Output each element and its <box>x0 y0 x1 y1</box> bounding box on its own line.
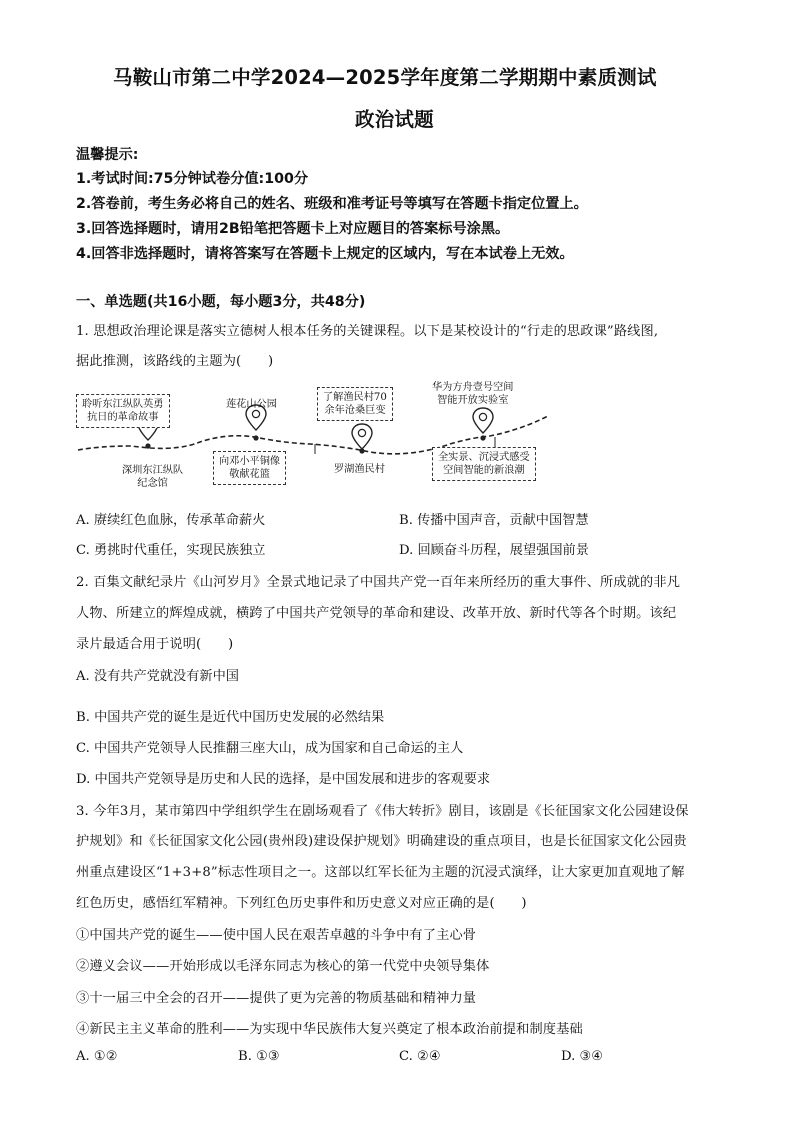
route-map-figure <box>70 378 550 496</box>
q2-option-b[interactable]: B. 中国共产党的诞生是近代中国历史发展的必然结果 <box>76 710 385 725</box>
route-box-1 <box>76 394 170 428</box>
section-heading: 一、单选题(共16小题，每小题3分，共48分) <box>76 294 366 310</box>
notice-item-1: 1.考试时间:75分钟试卷分值:100分 <box>76 171 309 187</box>
route-box-2-line-1: 向邓小平铜像 <box>219 456 281 467</box>
q2-option-c[interactable]: C. 中国共产党领导人民推翻三座大山，成为国家和自己命运的主人 <box>76 741 464 756</box>
stop-4-label-line-1: 华为方舟壹号空间 <box>432 382 514 393</box>
location-pin-icon <box>352 424 372 449</box>
q3-option-b[interactable]: B. ①③ <box>238 1049 280 1064</box>
q3-stem-line-2: 护规划》和《长征国家文化公园(贵州段)建设保护规划》明确建设的重点项目，也是长征国家文化公园贵 <box>76 834 687 849</box>
q3-item-1: ①中国共产党的诞生——使中国人民在艰苦卓越的斗争中有了主心骨 <box>76 928 477 943</box>
route-box-4-line-2: 空间智能的新浪潮 <box>443 465 525 476</box>
q3-item-2: ②遵义会议——开始形成以毛泽东同志为核心的第一代党中央领导集体 <box>76 959 490 974</box>
q2-stem-line-2: 人物、所建立的辉煌成就，横跨了中国共产党领导的革命和建设、改革开放、新时代等各个时期。该纪 <box>76 606 677 621</box>
route-box-3-line-2: 余年沧桑巨变 <box>324 405 386 416</box>
q3-option-a[interactable]: A. ①② <box>76 1049 118 1064</box>
route-box-4 <box>432 447 536 481</box>
stop-4-label-line-2: 智能开放实验室 <box>437 395 509 406</box>
route-box-2 <box>213 451 286 485</box>
q1-stem-line-2: 据此推测，该路线的主题为( ) <box>76 354 274 369</box>
stop-4-label <box>432 381 514 407</box>
route-stop-dot <box>359 448 364 453</box>
route-stop-dot <box>480 435 485 440</box>
location-pin-icon <box>473 408 493 433</box>
q3-option-d[interactable]: D. ③④ <box>561 1049 604 1064</box>
route-box-2-line-2: 敬献花篮 <box>229 469 270 480</box>
q1-option-c[interactable]: C. 勇挑时代重任，实现民族独立 <box>76 543 266 558</box>
stop-3-label: 罗湖渔民村 <box>334 464 385 475</box>
notice-item-4: 4.回答非选择题时，请将答案写在答题卡上规定的区域内，写在本试卷上无效。 <box>76 246 574 262</box>
q1-option-b[interactable]: B. 传播中国声音，贡献中国智慧 <box>399 513 589 528</box>
route-box-1-line-2: 抗日的革命故事 <box>87 412 159 423</box>
q2-stem-line-1: 2. 百集文献纪录片《山河岁月》全景式地记录了中国共产党一百年来所经历的重大事件、所成就的非凡 <box>76 575 681 590</box>
stop-1-label <box>122 464 183 490</box>
route-stop-dot <box>145 443 150 448</box>
notice-item-2: 2.答卷前，考生务必将自己的姓名、班级和准考证号等填写在答题卡指定位置上。 <box>76 196 588 212</box>
q2-option-d[interactable]: D. 中国共产党领导是历史和人民的选择，是中国发展和进步的客观要求 <box>76 772 491 787</box>
route-box-4-line-1: 全实景、沉浸式感受 <box>438 452 530 463</box>
notice-item-3: 3.回答选择题时，请用2B铅笔把答题卡上对应题目的答案标号涂黑。 <box>76 221 510 237</box>
route-box-1-line-1: 聆听东江纵队英勇 <box>82 399 164 410</box>
route-box-3 <box>317 387 393 421</box>
q1-option-a[interactable]: A. 赓续红色血脉，传承革命薪火 <box>76 513 266 528</box>
exam-title: 马鞍山市第二中学2024—2025学年度第二学期期中素质测试 <box>113 66 657 89</box>
q3-item-4: ④新民主主义革命的胜利——为实现中华民族伟大复兴奠定了根本政治前提和制度基础 <box>76 1022 583 1037</box>
q3-stem-line-3: 州重点建设区“1+3+8”标志性项目之一。这部以红军长征为主题的沉浸式演绎，让大家更加直观地了解 <box>76 865 685 880</box>
route-stop-dot <box>253 435 258 440</box>
exam-subject: 政治试题 <box>355 108 434 131</box>
q3-stem-line-4: 红色历史，感悟红军精神。下列红色历史事件和历史意义对应正确的是( ) <box>76 896 527 911</box>
q3-option-c[interactable]: C. ②④ <box>399 1049 441 1064</box>
stop-1-label-line-1: 深圳东江纵队 <box>122 465 184 476</box>
route-box-3-line-1: 了解渔民村70 <box>323 392 387 403</box>
q1-option-d[interactable]: D. 回顾奋斗历程，展望强国前景 <box>399 543 589 558</box>
stop-1-label-line-2: 纪念馆 <box>137 478 168 489</box>
q2-option-a[interactable]: A. 没有共产党就没有新中国 <box>76 669 239 684</box>
q2-stem-line-3: 录片最适合用于说明( ) <box>76 637 234 652</box>
q3-item-3: ③十一届三中全会的召开——提供了更为完善的物质基础和精神力量 <box>76 991 477 1006</box>
q1-stem-line-1: 1. 思想政治理论课是落实立德树人根本任务的关键课程。以下是某校设计的“行走的思政课”路线图, <box>76 324 659 339</box>
notice-heading: 温馨提示: <box>76 147 139 163</box>
stop-2-label: 莲花山公园 <box>226 399 277 410</box>
q3-stem-line-1: 3. 今年3月，某市第四中学组织学生在剧场观看了《伟大转折》剧目，该剧是《长征国家文化公园建设保 <box>76 804 689 819</box>
